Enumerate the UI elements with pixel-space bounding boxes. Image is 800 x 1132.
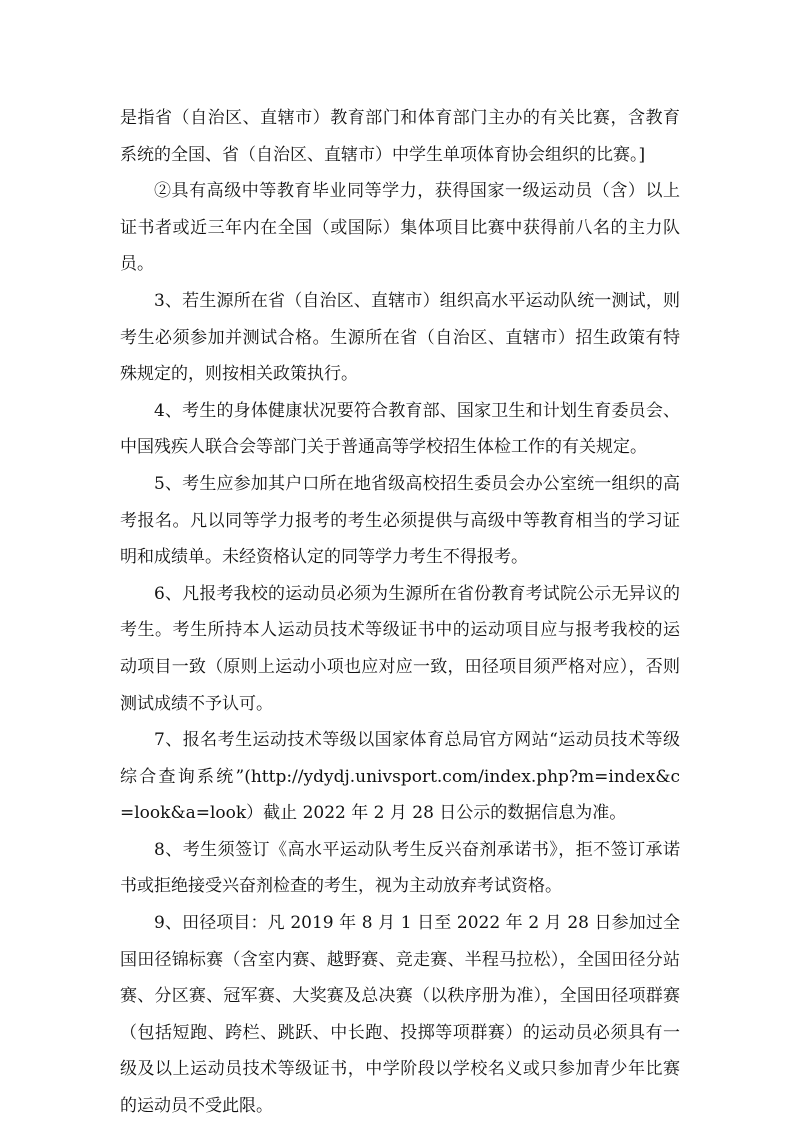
paragraph-item-4-health: 4、考生的身体健康状况要符合教育部、国家卫生和计划生育委员会、中国残疾人联合会等部门关于普通高等学校招生体检工作的有关规定。 (120, 400, 680, 458)
paragraph-item-2-equivalent-education: ②具有高级中等教育毕业同等学力，获得国家一级运动员（含）以上证书者或近三年内在全国（或国际）集体项目比赛中获得前八名的主力队员。 (120, 181, 680, 275)
paragraph-continuation: 是指省（自治区、直辖市）教育部门和体育部门主办的有关比赛，含教育系统的全国、省（自治区、直辖市）中学生单项体育协会组织的比赛。] (120, 108, 680, 165)
paragraph-item-5-registration: 5、考生应参加其户口所在地省级高校招生委员会办公室统一组织的高考报名。凡以同等学力报考的考生必须提供与高级中等教育相当的学习证明和成绩单。未经资格认定的同等学力考生不得报考。 (120, 473, 680, 568)
paragraph-item-7-technical-level: 7、报名考生运动技术等级以国家体育总局官方网站“运动员技术等级综合查询系统”(http://ydydj.univsport.com/index.php?m=index&c=look&a=look）截止 2022 年 2 月 28 日公示的数据信息为准。 (120, 730, 680, 824)
document-body (120, 100, 680, 1125)
paragraph-item-8-anti-doping: 8、考生须签订《高水平运动队考生反兴奋剂承诺书》，拒不签订承诺书或拒绝接受兴奋剂检查的考生，视为主动放弃考试资格。 (120, 839, 680, 897)
paragraph-item-9-track-and-field: 9、田径项目：凡 2019 年 8 月 1 日至 2022 年 2 月 28 日参加过全国田径锦标赛（含室内赛、越野赛、竞走赛、半程马拉松），全国田径分站赛、分区赛、冠军赛、大奖赛及总决赛（以秩序册为准），全国田径项群赛（包括短跑、跨栏、跳跃、中长跑、投掷等项群赛）的运动员必须具有一级及以上运动员技术等级证书，中学阶段以学校名义或只参加青少年比赛的运动员不受此限。 (120, 913, 680, 1117)
paragraph-item-6-athlete-eligibility: 6、凡报考我校的运动员必须为生源所在省份教育考试院公示无异议的考生。考生所持本人运动员技术等级证书中的运动项目应与报考我校的运动项目一致（原则上运动小项也应对应一致，田径项目须严格对应），否则测试成绩不予认可。 (120, 583, 680, 714)
paragraph-item-3-unified-test: 3、若生源所在省（自治区、直辖市）组织高水平运动队统一测试，则考生必须参加并测试合格。生源所在省（自治区、直辖市）招生政策有特殊规定的，则按相关政策执行。 (120, 290, 680, 385)
